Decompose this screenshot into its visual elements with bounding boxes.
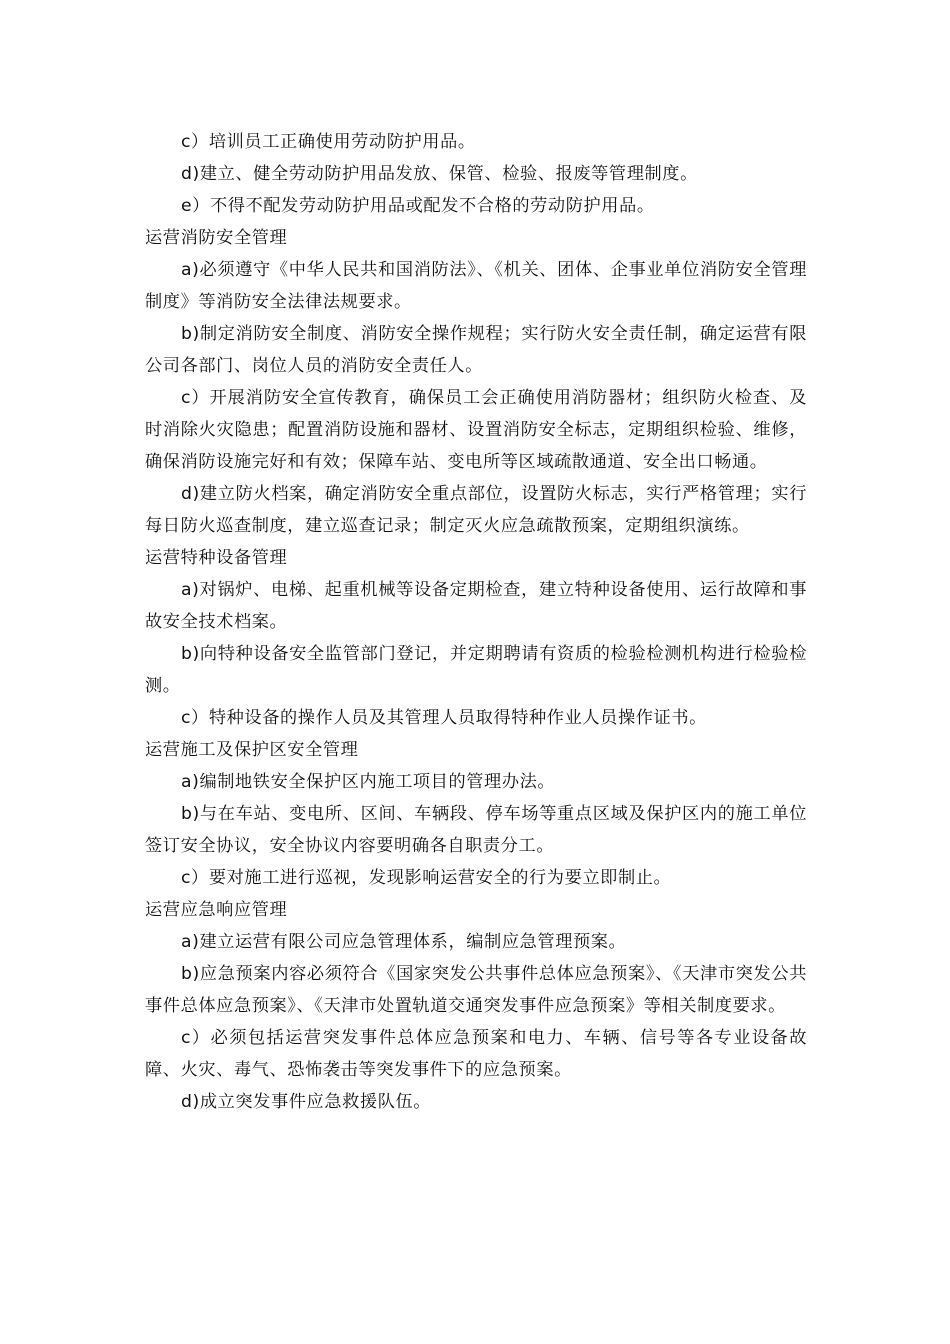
section-emergency-response <box>145 894 807 1118</box>
paragraph: d)建立防火档案，确定消防安全重点部位，设置防火标志，实行严格管理；实行每日防火巡查制度，建立巡查记录；制定灭火应急疏散预案，定期组织演练。 <box>145 484 807 536</box>
section-heading: 运营应急响应管理 <box>145 900 288 920</box>
paragraph: c）开展消防安全宣传教育，确保员工会正确使用消防器材；组织防火检查、及时消除火灾隐患；配置消防设施和器材、设置消防安全标志，定期组织检验、维修，确保消防设施完好和有效；保障车站、变电所等区域疏散通道、安全出口畅通。 <box>145 388 807 472</box>
paragraph: a)建立运营有限公司应急管理体系，编制应急管理预案。 <box>181 932 627 952</box>
document-page <box>145 126 807 1118</box>
paragraph: b)制定消防安全制度、消防安全操作规程；实行防火安全责任制，确定运营有限公司各部门、岗位人员的消防安全责任人。 <box>145 324 807 376</box>
paragraph: d)建立、健全劳动防护用品发放、保管、检验、报废等管理制度。 <box>181 164 698 184</box>
paragraph: e）不得不配发劳动防护用品或配发不合格的劳动防护用品。 <box>181 196 655 216</box>
paragraph: c）要对施工进行巡视，发现影响运营安全的行为要立即制止。 <box>181 868 672 888</box>
paragraph: d)成立突发事件应急救援队伍。 <box>181 1092 432 1112</box>
section-construction-protection <box>145 734 807 894</box>
paragraph: c）必须包括运营突发事件总体应急预案和电力、车辆、信号等各专业设备故障、火灾、毒气、恐怖袭击等突发事件下的应急预案。 <box>145 1028 807 1080</box>
section-ppe <box>145 126 807 222</box>
paragraph: a)必须遵守《中华人民共和国消防法》、《机关、团体、企事业单位消防安全管理制度》等消防安全法律法规要求。 <box>145 260 807 312</box>
paragraph: a)对锅炉、电梯、起重机械等设备定期检查，建立特种设备使用、运行故障和事故安全技术档案。 <box>145 580 807 632</box>
paragraph: c）培训员工正确使用劳动防护用品。 <box>181 132 476 152</box>
section-fire-safety <box>145 222 807 542</box>
paragraph: c）特种设备的操作人员及其管理人员取得特种作业人员操作证书。 <box>181 708 707 728</box>
paragraph: b)与在车站、变电所、区间、车辆段、停车场等重点区域及保护区内的施工单位签订安全协议，安全协议内容要明确各自职责分工。 <box>145 804 807 856</box>
section-heading: 运营施工及保护区安全管理 <box>145 740 359 760</box>
section-heading: 运营消防安全管理 <box>145 228 288 248</box>
paragraph: a)编制地铁安全保护区内施工项目的管理办法。 <box>181 772 556 792</box>
section-heading: 运营特种设备管理 <box>145 548 288 568</box>
paragraph: b)向特种设备安全监管部门登记，并定期聘请有资质的检验检测机构进行检验检测。 <box>145 644 807 696</box>
section-special-equipment <box>145 542 807 734</box>
paragraph: b)应急预案内容必须符合《国家突发公共事件总体应急预案》、《天津市突发公共事件总体应急预案》、《天津市处置轨道交通突发事件应急预案》等相关制度要求。 <box>145 964 807 1016</box>
